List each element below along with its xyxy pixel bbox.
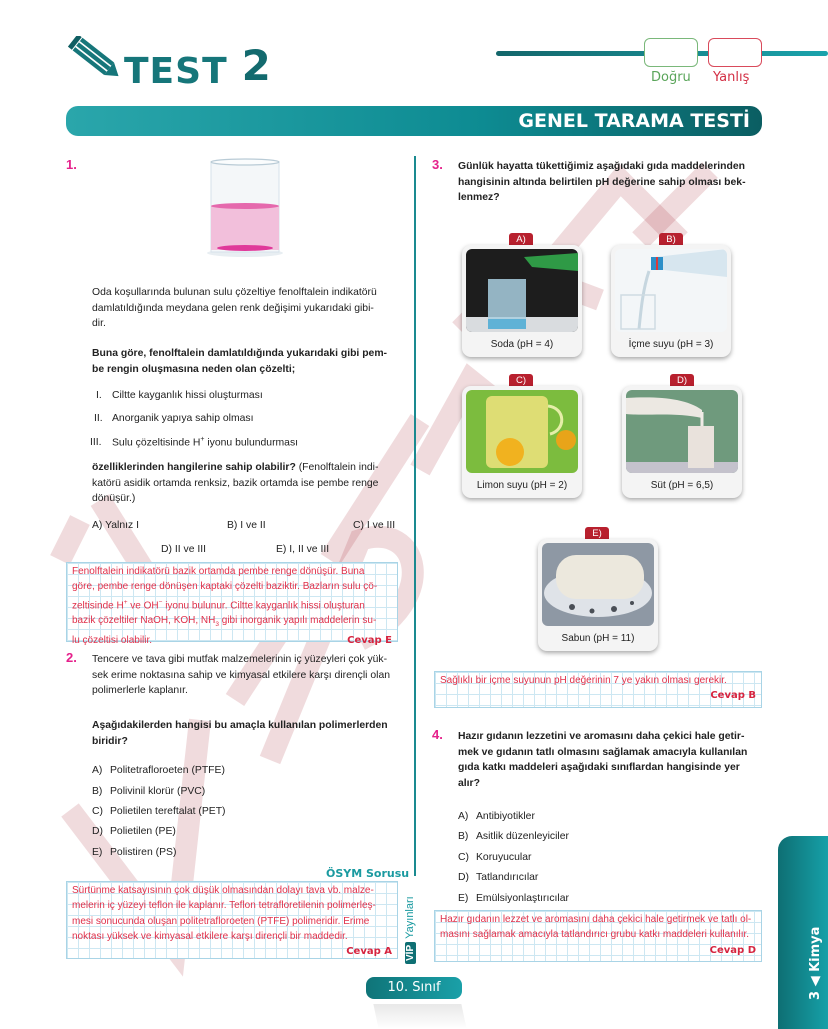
- q3-stem: [458, 159, 766, 206]
- card-e-caption: Sabun (pH = 11): [561, 633, 635, 644]
- item-text: Ciltte kayganlık hissi oluşturması: [112, 390, 263, 401]
- q4-stem-line: alır?: [458, 777, 480, 789]
- q4-option-e[interactable]: [458, 893, 569, 904]
- milk-photo: [626, 390, 738, 473]
- q1-option-e[interactable]: E) I, II ve III: [276, 544, 330, 555]
- section-banner: [66, 106, 762, 136]
- q3-number: 3.: [432, 157, 443, 172]
- option-text: Antibiyotikler: [476, 811, 535, 822]
- q1-option-c[interactable]: C) I ve III: [353, 520, 396, 531]
- soap-photo: [542, 543, 654, 626]
- q1-stem-line: Buna göre, fenolftalein damlatıldığında yukarıdaki gibi pem-: [92, 348, 388, 359]
- card-c-caption: Limon suyu (pH = 2): [476, 480, 568, 491]
- item-text: Sulu çözeltisinde H: [112, 437, 201, 449]
- card-b[interactable]: [611, 245, 731, 357]
- q4-solution-box: [434, 910, 762, 962]
- solution-line: göre, pembe renge dönüşen kaptaki çözelti baziktir. Bazların sulu çö-: [72, 581, 378, 593]
- q2-stem-line: Aşağıdakilerden hangisi bu amaçla kullanılan polimerlerden: [92, 720, 388, 731]
- q1-ask: [92, 460, 404, 507]
- sub-three: 3: [215, 621, 219, 629]
- grade-pill-shadow: [373, 1004, 466, 1029]
- solution-text: gibi inorganik yapılı maddelerin su-: [219, 615, 377, 627]
- card-b-caption: İçme suyu (pH = 3): [628, 339, 714, 350]
- solution-line: mesi sonucunda oluşan politetrafloroeten (PTFE) polimeridir. Erime: [72, 915, 370, 927]
- q2-option-e[interactable]: [92, 847, 176, 858]
- option-letter: D): [92, 826, 103, 837]
- option-letter: B): [92, 786, 103, 797]
- q1-intro-line: Oda koşullarında bulunan sulu çözeltiye fenolftalein indikatörü: [92, 287, 377, 298]
- option-text: Politetrafloroeten (PTFE): [110, 765, 225, 776]
- solution-line: noktası yüksek ve kimyasal etkilere karşı dirençli bir maddedir.: [72, 930, 348, 942]
- option-letter: C): [458, 852, 469, 863]
- option-text: Koruyucular: [476, 852, 532, 863]
- q4-option-b[interactable]: [458, 831, 569, 842]
- sup-plus: +: [123, 598, 128, 606]
- q4-stem-line: mek ve gıdanın tatlı olmasını sağlamak amacıyla kullanılan: [458, 746, 748, 758]
- option-letter: A): [92, 765, 103, 776]
- item-roman: II.: [94, 413, 103, 424]
- q1-stem-line: be rengin oluşmasına neden olan çözelti;: [92, 363, 296, 375]
- option-text: Polietilen (PE): [110, 826, 176, 837]
- solution-text: zeltisinde H: [72, 599, 124, 611]
- q1-ask-rest: (Fenolftalein indi-: [295, 462, 379, 473]
- item-sup: +: [200, 436, 205, 443]
- q1-answer: Cevap E: [347, 634, 392, 646]
- publisher-label: [404, 896, 416, 964]
- q1-option-a[interactable]: A) Yalnız I: [92, 520, 139, 531]
- beaker-illustration: [205, 158, 285, 260]
- option-text: Polistiren (PS): [110, 847, 177, 858]
- option-letter: E): [458, 893, 469, 904]
- wrong-count-box[interactable]: [708, 38, 762, 67]
- q2-stem-line: biridir?: [92, 735, 128, 747]
- column-divider: [414, 156, 416, 876]
- item-text: iyonu bulundurması: [204, 437, 299, 449]
- card-a-tag: A): [509, 233, 533, 246]
- q1-intro: [92, 285, 402, 332]
- correct-count-box[interactable]: [644, 38, 698, 67]
- q2-intro-line: Tencere ve tava gibi mutfak malzemelerinin iç yüzeyleri çok yük-: [92, 654, 388, 665]
- q2-intro-line: sek erime noktasına sahip ve kimyasal etkilere karşı dirençli olan: [92, 669, 390, 681]
- wrong-label: Yanlış: [713, 70, 750, 85]
- q2-option-a[interactable]: [92, 765, 225, 776]
- solution-line: Fenolftalein indikatörü bazik ortamda pembe renge dönüşür. Buna: [72, 566, 365, 577]
- q1-number: 1.: [66, 157, 77, 172]
- banner-title: GENEL TARAMA TESTİ: [518, 110, 750, 132]
- q3-stem-line: Günlük hayatta tükettiğimiz aşağıdaki gıda maddelerinden: [458, 161, 745, 172]
- pencil-icon: [64, 36, 124, 88]
- solution-text: ve OH: [127, 599, 159, 611]
- solution-line: Sürtünme katsayısının çok düşük olmasından dolayı tava vb. malze-: [72, 885, 374, 896]
- option-letter: D): [458, 872, 469, 883]
- water-bottle-photo: [615, 249, 727, 332]
- item-roman: I.: [96, 390, 102, 401]
- solution-line: masını sağlamak amacıyla tatlandırıcı grubu katkı maddeleri kullanılır.: [440, 929, 750, 941]
- option-text: Asitlik düzenleyiciler: [476, 831, 569, 842]
- q1-ask-line: dönüşür.): [92, 493, 136, 504]
- q1-intro-line: dir.: [92, 318, 106, 329]
- card-e[interactable]: [538, 539, 658, 651]
- option-text: Polietilen tereftalat (PET): [110, 806, 226, 817]
- card-e-tag: E): [585, 527, 609, 540]
- option-text: Polivinil klorür (PVC): [110, 786, 206, 797]
- q4-stem: [458, 729, 766, 791]
- publisher-name: Yayınları: [404, 896, 416, 939]
- q3-solution-box: [434, 671, 762, 708]
- q2-number: 2.: [66, 650, 77, 665]
- q4-option-c[interactable]: [458, 852, 531, 863]
- card-a-caption: Soda (pH = 4): [490, 339, 554, 350]
- q1-option-b[interactable]: B) I ve II: [227, 520, 266, 531]
- solution-text: lu çözeltisi olabilir.: [72, 634, 153, 646]
- publisher-badge: VİP: [405, 942, 416, 964]
- q2-option-c[interactable]: [92, 806, 226, 817]
- option-letter: A): [458, 811, 469, 822]
- test-number: 2: [241, 41, 272, 90]
- q4-option-d[interactable]: [458, 872, 538, 883]
- option-text: Tatlandırıcılar: [476, 872, 539, 883]
- q1-item-3: [90, 436, 298, 448]
- q2-option-b[interactable]: [92, 786, 205, 797]
- solution-text: bazik çözeltiler NaOH, KOH, NH: [72, 615, 216, 627]
- option-text: Emülsiyonlaştırıcılar: [476, 893, 569, 904]
- card-d[interactable]: [622, 386, 742, 498]
- q4-number: 4.: [432, 727, 443, 742]
- q2-intro: [92, 652, 402, 699]
- card-a[interactable]: [462, 245, 582, 357]
- subject-side-tab-label: 3 ◀ Kimya: [808, 926, 823, 1000]
- q1-solution-box: [66, 562, 398, 646]
- correct-label: Doğru: [651, 70, 691, 85]
- option-letter: E): [92, 847, 103, 858]
- item-text: Anorganik yapıya sahip olması: [112, 413, 254, 424]
- q2-stem: [92, 718, 404, 749]
- grade-pill: 10. Sınıf: [366, 977, 462, 999]
- q2-solution-box: [66, 881, 398, 959]
- solution-line: melerin iç yüzeyi teflon ile kaplanır. Teflon tetrafloretilenin polimerleş-: [72, 900, 376, 912]
- q2-answer: Cevap A: [346, 946, 392, 958]
- solution-line: Sağlıklı bir içme suyunun pH değerinin 7 ye yakın olması gerekir.: [440, 675, 727, 686]
- sup-minus: −: [158, 598, 163, 606]
- soda-glass-photo: [466, 249, 578, 332]
- card-d-caption: Süt (pH = 6,5): [650, 480, 714, 491]
- option-letter: C): [92, 806, 103, 817]
- lemon-juice-photo: [466, 390, 578, 473]
- q1-option-d[interactable]: D) II ve III: [161, 544, 207, 555]
- q2-option-d[interactable]: [92, 826, 176, 837]
- q1-intro-line: damlatıldığında meydana gelen renk değişimi yukarıdaki gibi-: [92, 302, 374, 314]
- test-title: [124, 41, 272, 93]
- q4-stem-line: Hazır gıdanın lezzetini ve aromasını daha çekici hale getir-: [458, 731, 745, 742]
- card-c-tag: C): [509, 374, 533, 387]
- q1-item-2: [94, 413, 254, 424]
- card-c[interactable]: [462, 386, 582, 498]
- test-word: TEST: [124, 51, 228, 92]
- q1-item-1: [96, 390, 263, 401]
- card-b-tag: B): [659, 233, 683, 246]
- solution-line: Hazır gıdanın lezzet ve aromasını daha çekici hale getirmek ve tatlı ol-: [440, 914, 752, 925]
- solution-text: iyonu bulunur. Ciltte kayganlık hissi oluşturan: [162, 599, 365, 611]
- option-letter: B): [458, 831, 469, 842]
- osym-source-label: ÖSYM Sorusu: [326, 867, 410, 880]
- card-d-tag: D): [670, 374, 694, 387]
- q4-option-a[interactable]: [458, 811, 535, 822]
- q4-answer: Cevap D: [709, 944, 756, 956]
- q4-stem-line: gıda katkı maddeleri aşağıdaki sınıflardan hangisinde yer: [458, 762, 740, 773]
- q2-intro-line: polimerlerle kaplanır.: [92, 685, 188, 696]
- q3-stem-line: hangisinin altında belirtilen pH değerine sahip olması bek-: [458, 176, 746, 188]
- q1-ask-bold: özelliklerinden hangilerine sahip olabilir?: [92, 462, 296, 473]
- q3-answer: Cevap B: [710, 690, 756, 702]
- q1-ask-line: katörü asidik ortamda renksiz, bazik ortamda ise pembe renge: [92, 477, 379, 489]
- q1-stem: [92, 346, 402, 377]
- item-roman: III.: [90, 437, 102, 449]
- q3-stem-line: lenmez?: [458, 192, 500, 203]
